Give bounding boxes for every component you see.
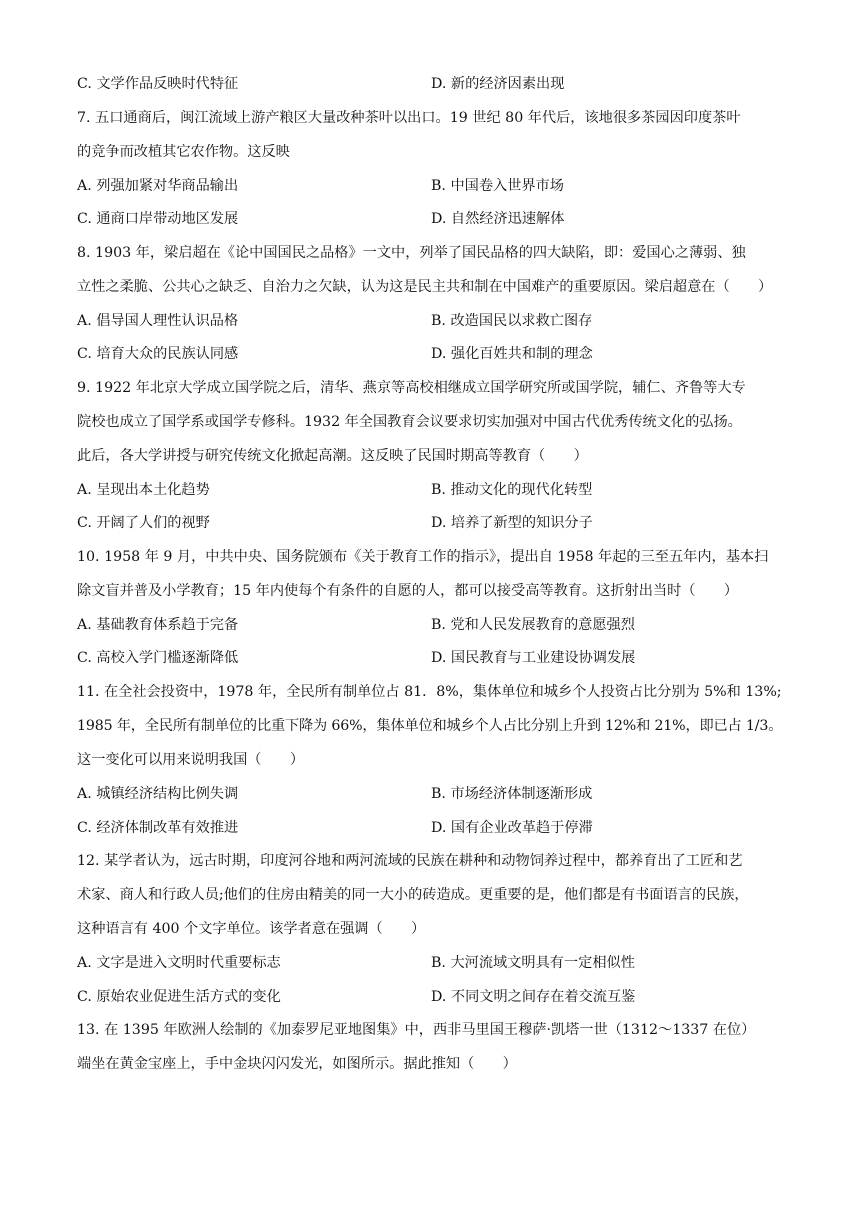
- q7-option-d: D. 自然经济迅速解体: [431, 211, 565, 227]
- q6-option-d: D. 新的经济因素出现: [431, 76, 565, 92]
- q8-option-b: B. 改造国民以求救亡图存: [431, 313, 593, 329]
- q12-option-b: B. 大河流域文明具有一定相似性: [431, 955, 635, 971]
- q7-option-a: A. 列强加紧对华商品输出: [77, 178, 239, 194]
- q10-option-b: B. 党和人民发展教育的意愿强烈: [431, 617, 635, 633]
- q8-option-d: D. 强化百姓共和制的理念: [431, 346, 593, 362]
- q11-option-a: A. 城镇经济结构比例失调: [77, 786, 239, 802]
- q12-stem-line-3: 这种语言有 400 个文字单位。该学者意在强调（ ）: [77, 921, 426, 937]
- q9-stem-line-3: 此后，各大学讲授与研究传统文化掀起高潮。这反映了民国时期高等教育（ ）: [77, 448, 588, 464]
- q8-stem-line-2: 立性之柔脆、公共心之缺乏、自治力之欠缺，认为这是民主共和制在中国难产的重要原因。梁启超意在（ ）: [77, 279, 773, 295]
- q12-option-c: C. 原始农业促进生活方式的变化: [77, 989, 281, 1005]
- q10-stem-line-2: 除文盲并普及小学教育；15 年内使每个有条件的自愿的人，都可以接受高等教育。这折射出当时（ ）: [77, 583, 739, 599]
- q7-stem-line-2: 的竞争而改植其它农作物。这反映: [77, 144, 290, 160]
- q7-stem-line-1: 7. 五口通商后，闽江流域上游产粮区大量改种茶叶以出口。19 世纪 80 年代后，该地很多茶园因印度茶叶: [77, 110, 741, 126]
- q9-option-c: C. 开阔了人们的视野: [77, 515, 210, 531]
- q12-option-d: D. 不同文明之间存在着交流互鉴: [431, 989, 636, 1005]
- q11-stem-line-1: 11. 在全社会投资中，1978 年，全民所有制单位占 81．8%，集体单位和城乡个人投资占比分别为 5%和 13%;: [77, 684, 782, 700]
- q7-option-b: B. 中国卷入世界市场: [431, 178, 564, 194]
- q12-stem-line-2: 术家、商人和行政人员;他们的住房由精美的同一大小的砖造成。更重要的是，他们都是有书面语言的民族，: [77, 887, 749, 903]
- q9-option-b: B. 推动文化的现代化转型: [431, 482, 593, 498]
- q13-stem-line-1: 13. 在 1395 年欧洲人绘制的《加泰罗尼亚地图集》中，西非马里国王穆萨·凯塔一世（1312～1337 在位）: [77, 1022, 756, 1038]
- q9-option-a: A. 呈现出本土化趋势: [77, 482, 210, 498]
- q12-stem-line-1: 12. 某学者认为，远古时期，印度河谷地和两河流域的民族在耕种和动物饲养过程中，都养育出了工匠和艺: [77, 853, 743, 869]
- q12-option-a: A. 文字是进入文明时代重要标志: [77, 955, 281, 971]
- q11-stem-line-3: 这一变化可以用来说明我国（ ）: [77, 752, 305, 768]
- q9-option-d: D. 培养了新型的知识分子: [431, 515, 593, 531]
- q9-stem-line-2: 院校也成立了国学系或国学专修科。1932 年全国教育会议要求切实加强对中国古代优秀传统文化的弘扬。: [77, 414, 742, 430]
- q7-option-c: C. 通商口岸带动地区发展: [77, 211, 239, 227]
- q9-stem-line-1: 9. 1922 年北京大学成立国学院之后，清华、燕京等高校相继成立国学研究所或国学院，辅仁、齐鲁等大专: [77, 380, 746, 396]
- q13-stem-line-2: 端坐在黄金宝座上，手中金块闪闪发光，如图所示。据此推知（ ）: [77, 1056, 517, 1072]
- q10-option-d: D. 国民教育与工业建设协调发展: [431, 650, 636, 666]
- q11-option-c: C. 经济体制改革有效推进: [77, 820, 239, 836]
- q11-option-b: B. 市场经济体制逐渐形成: [431, 786, 593, 802]
- q11-stem-line-2: 1985 年，全民所有制单位的比重下降为 66%，集体单位和城乡个人占比分别上升到 12%和 21%，即已占 1/3。: [77, 718, 783, 734]
- q8-option-c: C. 培育大众的民族认同感: [77, 346, 239, 362]
- q8-option-a: A. 倡导国人理性认识品格: [77, 313, 239, 329]
- q10-option-a: A. 基础教育体系趋于完备: [77, 617, 239, 633]
- q11-option-d: D. 国有企业改革趋于停滞: [431, 820, 593, 836]
- q10-option-c: C. 高校入学门槛逐渐降低: [77, 650, 239, 666]
- q6-option-c: C. 文学作品反映时代特征: [77, 76, 239, 92]
- q8-stem-line-1: 8. 1903 年，梁启超在《论中国国民之品格》一文中，列举了国民品格的四大缺陷，即：爱国心之薄弱、独: [77, 245, 746, 261]
- q10-stem-line-1: 10. 1958 年 9 月，中共中央、国务院颁布《关于教育工作的指示》，提出自 1958 年起的三至五年内，基本扫: [77, 549, 769, 565]
